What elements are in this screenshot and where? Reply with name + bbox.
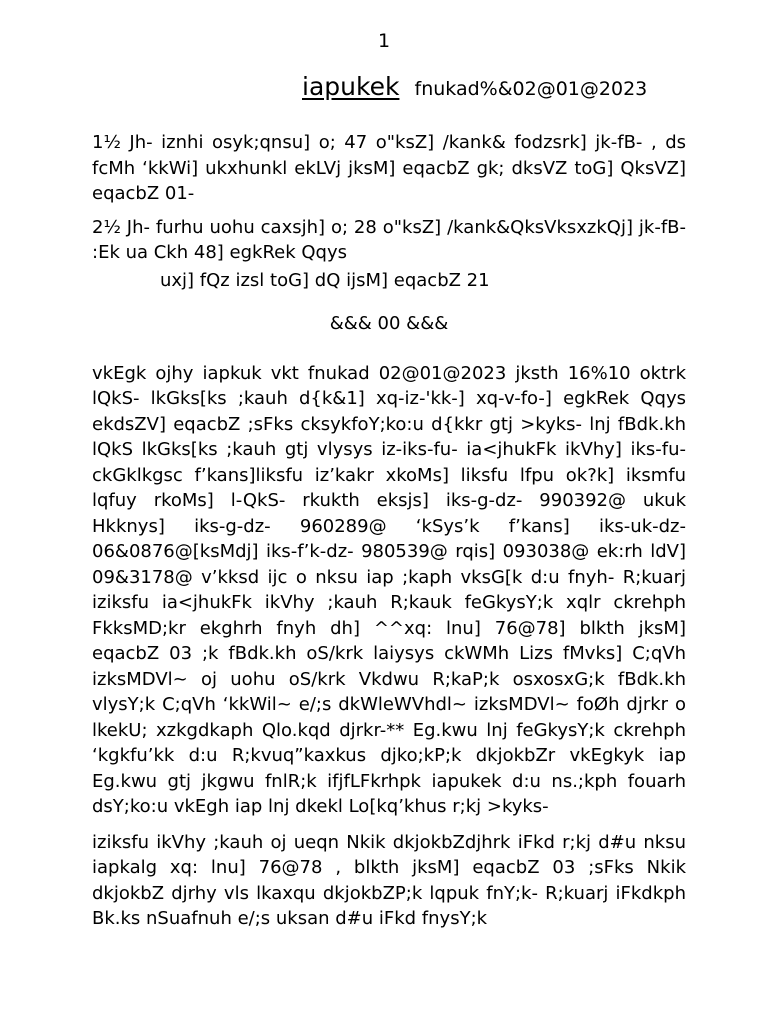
section-separator: &&& 00 &&&	[329, 313, 449, 334]
party-item-1: 1½ Jh- iznhi osyk;qnsu] o; 47 o"ksZ] /kank& fodzsrk] jk-fB- , ds fcMh ‘kkWi] ukxhunkl ekLVj jksM] eqacbZ gk; dksVZ toG] QksVZ] eqacbZ 01-	[92, 132, 686, 204]
body-paragraph-2: iziksfu ikVhy ;kauh oj ueqn Nkik dkjokbZdjhrk iFkd r;kj d#u nksu iapkalg xq: lnu] 76@78 , blkth jksM] eqacbZ 03 ;sFks Nkik dkjokbZ djrhy vls lkaxqu dkjokbZP;k lqpuk fnY;k- R;kuarj iFkdkph Bk.ks nSuafnuh e/;s uksan d#u iFkd fnysY;k	[92, 831, 686, 929]
body-paragraph-1: vkEgk ojhy iapkuk vkt fnukad 02@01@2023 jksth 16%10 oktrk lQkS- lkGks[ks ;kauh d{k&1] xq-iz-'kk-] xq-v-fo-] egkRek Qqys ekdsZV] eqacbZ ;sFks cksykfoY;ko:u d{kkr gtj >kyks- lnj fBdk.kh lQkS lkGks[ks ;kauh gtj vlysys iz-iks-fu- ia<jhukFk ikVhy] iks-fu- ckGklkgsc f’kans]liksfu iz’kakr xkoMs] liksfu lfpu ok?k] iksmfu lqfuy rkoMs] l-QkS- rkukth eksjs] iks-g-dz- 990392@ ukuk Hkknys] iks-g-dz- 960289@ ‘kSys’k f’kans] iks-uk-dz- 06&0876@[ksMdj] iks-f’k-dz- 980539@ rqis] 093038@ ek:rh ldV] 09&3178@ v’kksd ijc o nksu iap ;kaph vksG[k d:u fnyh- R;kuarj iziksfu ia<jhukFk ikVhy ;kauh R;kauk feGkysY;k xqlr ckrehph FkksMD;kr ekghrh fnyh dh] ^^xq: lnu] 76@78] blkth jksM] eqacbZ 03 ;k fBdk.kh oS/krk laiysys ckWMh Lizs fMvks] C;qVh izksMDVl~ oj uohu oS/krk Vkdwu R;kaP;k osxosxG;k fBdk.kh vlysY;k C;qVh ‘kkWil~ e/;s dkWleWVhdl~ izksMDVl~ foØh djrkr o lkekU; xzkgdkaph Qlo.kqd djrkr-** Eg.kwu lnj feGkysY;k ckrehph ‘kgkfu’kk d:u R;kvuq”kaxkus djko;kP;k dkjokbZr vkEgkyk iap Eg.kwu gtj jkgwu fnlR;k ifjfLFkrhpk iapukek d:u ns.;kph fouarh dsY;ko:u vkEgh iap lnj dkekl Lo[kq’khus r;kj >kyks-	[92, 362, 686, 817]
party-item-2-continuation: uxj] fQz izsl toG] dQ ijsM] eqacbZ 21	[160, 269, 490, 291]
document-heading	[302, 72, 647, 101]
page-number: 1	[377, 30, 391, 52]
party-item-2: 2½ Jh- furhu uohu caxsjh] o; 28 o"ksZ] /kank&QksVksxzkQj] jk-fB- :Ek ua Ckh 48] egkRek Qqys	[92, 216, 686, 263]
document-date: fnukad%&02@01@2023	[414, 78, 648, 100]
document-body	[92, 130, 686, 932]
document-title: iapukek	[302, 72, 400, 101]
